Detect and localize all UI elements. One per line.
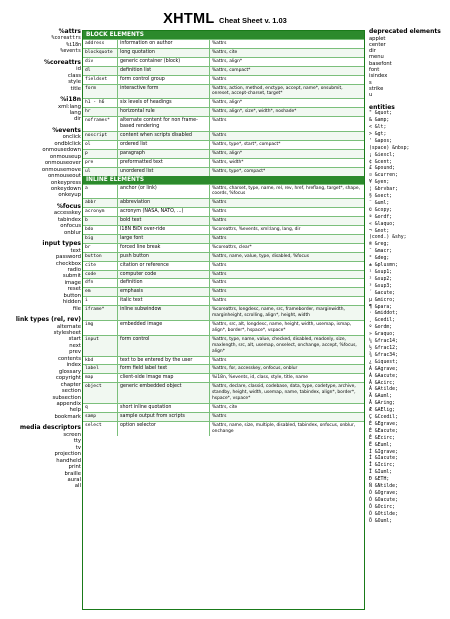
entity-item: ® &reg; bbox=[369, 242, 390, 248]
entity-item: © &copy; bbox=[369, 207, 393, 213]
element-tag: big bbox=[83, 235, 118, 243]
table-row bbox=[83, 198, 364, 207]
reference-item: hidden bbox=[62, 299, 81, 306]
element-attributes: %coreattrs, %events, xml:lang, lang, dir bbox=[212, 227, 301, 233]
entity-item: Ñ &Ntilde; bbox=[369, 484, 398, 490]
element-tag: pre bbox=[83, 159, 118, 167]
reference-item: style bbox=[68, 79, 81, 86]
element-tag: bdo bbox=[83, 226, 118, 234]
element-description: sample output from scripts bbox=[118, 413, 210, 421]
element-tag: dl bbox=[83, 67, 118, 75]
element-attributes: %attrs, width* bbox=[212, 159, 244, 165]
entity-item: Í &Iacute; bbox=[369, 456, 398, 462]
entity-item: ¥ &yen; bbox=[369, 180, 390, 186]
reference-item: radio bbox=[67, 266, 81, 273]
element-description: embedded image bbox=[118, 321, 210, 335]
element-attributes: %attrs, charset, type, name, rel, rev, href, hreflang, target*, shape, coords, %focus bbox=[212, 185, 360, 197]
element-attributes: %attrs, align* bbox=[212, 58, 243, 64]
table-row bbox=[83, 167, 364, 176]
reference-item: next bbox=[69, 342, 81, 349]
element-attributes: %attrs bbox=[212, 76, 227, 82]
element-tag: object bbox=[83, 383, 118, 403]
entity-item: (space) &nbsp; bbox=[369, 145, 410, 151]
reference-item: title bbox=[70, 85, 81, 92]
reference-item: %coreattrs bbox=[51, 35, 81, 42]
table-row bbox=[83, 48, 364, 57]
element-tag: label bbox=[83, 365, 118, 373]
element-description: ordered list bbox=[118, 141, 210, 149]
entity-item: ¯ &macr; bbox=[369, 249, 393, 255]
element-attributes: %attrs, name, size, multiple, disabled, tabindex, onfocus, onblur, onchange bbox=[212, 422, 356, 434]
entity-item: Â &Acirc; bbox=[369, 380, 395, 386]
element-description: client-side image map bbox=[118, 374, 210, 382]
element-description: abbreviation bbox=[118, 199, 210, 207]
entity-item: Ö &Ouml; bbox=[369, 518, 393, 524]
entity-item: Ò &Ograve; bbox=[369, 491, 398, 496]
section-heading: %events bbox=[52, 126, 81, 134]
entity-item: À &Agrave; bbox=[369, 366, 398, 372]
reference-item: projection bbox=[54, 451, 81, 458]
element-tag: br bbox=[83, 244, 118, 252]
reference-item: tty bbox=[73, 438, 81, 445]
element-description: italic text bbox=[118, 297, 210, 305]
reference-item: onkeyup bbox=[58, 192, 81, 199]
element-tag: i bbox=[83, 297, 118, 305]
reference-item: lang bbox=[69, 109, 81, 116]
reference-item: onmousedown bbox=[42, 147, 81, 154]
reference-item: bookmark bbox=[54, 413, 81, 420]
element-description: definition list bbox=[118, 67, 210, 75]
element-attributes: %attrs, align* bbox=[212, 150, 243, 156]
entity-item: > &gt; bbox=[369, 131, 387, 137]
table-row bbox=[83, 278, 364, 287]
entity-item: ± &plusmn; bbox=[369, 263, 398, 269]
reference-item: prev bbox=[69, 349, 81, 356]
element-attributes: %attrs bbox=[212, 298, 227, 304]
element-attributes: %attrs, action, method, enctype, accept, name*, onsubmit, onreset, accept-charset, target* bbox=[212, 85, 343, 97]
reference-item: submit bbox=[62, 273, 81, 280]
entity-item: Ð &ETH; bbox=[369, 477, 390, 483]
element-description: computer code bbox=[118, 271, 210, 279]
entity-item: · &middot; bbox=[369, 311, 398, 317]
entity-item: » &raquo; bbox=[369, 332, 395, 338]
element-attributes: %attrs bbox=[212, 209, 227, 215]
element-attributes: %attrs, cite bbox=[212, 404, 238, 410]
table-row bbox=[83, 75, 364, 84]
entity-item: « &laquo; bbox=[369, 221, 395, 227]
entity-item: ³ &sup3; bbox=[369, 283, 393, 289]
element-description: bold text bbox=[118, 217, 210, 225]
reference-item: button bbox=[63, 292, 81, 299]
element-description: horizontal rule bbox=[118, 108, 210, 116]
entity-item: Å &Aring; bbox=[369, 401, 395, 407]
section-heading: deprecated elements bbox=[369, 28, 441, 35]
reference-item: index bbox=[66, 362, 81, 369]
entity-item: ¤ &curren; bbox=[369, 173, 398, 179]
entity-item: É &Eacute; bbox=[369, 428, 398, 434]
element-attributes: %attrs, align*, size*, width*, noshade* bbox=[212, 109, 297, 115]
block-elements-header: BLOCK ELEMENTS bbox=[83, 31, 364, 39]
reference-item: xml:lang bbox=[58, 103, 81, 110]
reference-item: %i18n bbox=[66, 41, 81, 48]
entity-item: ¸ &cedil; bbox=[369, 318, 395, 324]
elements-table bbox=[82, 30, 365, 610]
table-row bbox=[83, 234, 364, 243]
reference-item: help bbox=[69, 407, 81, 414]
reference-item: onmouseover bbox=[44, 160, 81, 167]
table-row bbox=[83, 131, 364, 140]
element-tag: hr bbox=[83, 108, 118, 116]
reference-item: image bbox=[64, 279, 81, 286]
element-tag: fieldset bbox=[83, 76, 118, 84]
block-elements-rows bbox=[83, 39, 364, 176]
reference-item: aural bbox=[67, 477, 81, 483]
reference-item: onmousemove bbox=[41, 166, 81, 173]
table-row bbox=[83, 287, 364, 296]
element-description: large font bbox=[118, 235, 210, 243]
reference-item: dir bbox=[73, 116, 81, 123]
table-row bbox=[83, 320, 364, 335]
element-attributes: %attrs, compact* bbox=[212, 67, 251, 73]
deprecated-item: u bbox=[369, 92, 373, 99]
table-row bbox=[83, 335, 364, 356]
deprecated-item: font bbox=[369, 67, 380, 74]
element-attributes: %attrs, type*, compact* bbox=[212, 168, 266, 174]
element-tag: button bbox=[83, 253, 118, 261]
entity-item: ¢ &cent; bbox=[369, 159, 393, 165]
reference-item: section bbox=[61, 388, 81, 395]
element-tag: ol bbox=[83, 141, 118, 149]
entity-item: ¹ &sup1; bbox=[369, 270, 393, 275]
entity-item: & &amp; bbox=[369, 118, 390, 124]
element-tag: noscript bbox=[83, 132, 118, 140]
element-tag: map bbox=[83, 374, 118, 382]
element-tag: noframes* bbox=[83, 117, 118, 131]
reference-item: alternate bbox=[56, 323, 81, 330]
deprecated-item: isindex bbox=[369, 73, 388, 80]
element-description: I18N BiDi over-ride bbox=[118, 226, 210, 234]
element-attributes: %attrs bbox=[212, 132, 227, 138]
entity-item: Î &Icirc; bbox=[369, 463, 395, 469]
reference-item: contents bbox=[57, 355, 81, 362]
element-description: paragraph bbox=[118, 150, 210, 158]
element-tag: address bbox=[83, 40, 118, 48]
element-tag: kbd bbox=[83, 357, 118, 365]
table-row bbox=[83, 296, 364, 305]
element-description: short inline quotation bbox=[118, 404, 210, 412]
element-tag: h1 - h6 bbox=[83, 99, 118, 107]
reference-item: copyright bbox=[55, 375, 81, 382]
reference-item: reset bbox=[67, 286, 81, 293]
reference-item: onfocus bbox=[60, 223, 81, 230]
reference-item: handheld bbox=[56, 457, 81, 464]
element-attributes: %attrs bbox=[212, 271, 227, 277]
element-description: information on author bbox=[118, 40, 210, 48]
reference-item: screen bbox=[63, 431, 81, 438]
element-description: anchor (or link) bbox=[118, 185, 210, 199]
reference-item: appendix bbox=[56, 401, 81, 408]
table-row bbox=[83, 39, 364, 48]
table-row bbox=[83, 243, 364, 252]
reference-item: glossary bbox=[58, 368, 81, 375]
element-tag: q bbox=[83, 404, 118, 412]
entity-item: ª &ordf; bbox=[369, 214, 393, 220]
reference-item: class bbox=[67, 72, 81, 79]
reference-item: id bbox=[76, 66, 81, 73]
table-row bbox=[83, 252, 364, 261]
reference-item: tabindex bbox=[57, 216, 81, 223]
table-row bbox=[83, 116, 364, 131]
element-attributes: %attrs, for, accesskey, onfocus, onblur bbox=[212, 366, 298, 372]
entity-item: ¶ &para; bbox=[369, 304, 393, 310]
table-row bbox=[83, 184, 364, 199]
element-tag: div bbox=[83, 58, 118, 66]
element-description: definition bbox=[118, 279, 210, 287]
reference-item: start bbox=[68, 336, 81, 343]
element-tag: ul bbox=[83, 168, 118, 176]
deprecated-item: strike bbox=[369, 85, 384, 92]
element-description: preformatted text bbox=[118, 159, 210, 167]
reference-item: tv bbox=[75, 444, 81, 451]
entity-item: º &ordm; bbox=[369, 325, 393, 331]
entity-item: ´ &acute; bbox=[369, 290, 395, 296]
element-tag: em bbox=[83, 288, 118, 296]
table-row bbox=[83, 403, 364, 412]
element-tag: form bbox=[83, 85, 118, 99]
table-row bbox=[83, 270, 364, 279]
reference-item: all bbox=[74, 483, 81, 490]
entity-item: Õ &Otilde; bbox=[369, 511, 398, 517]
table-row bbox=[83, 107, 364, 116]
table-row bbox=[83, 98, 364, 107]
entity-item: ½ &frac12; bbox=[369, 345, 398, 351]
entity-item: ' &apos; bbox=[369, 138, 393, 144]
deprecated-item: applet bbox=[369, 35, 386, 42]
table-row bbox=[83, 149, 364, 158]
element-description: long quotation bbox=[118, 49, 210, 57]
reference-item: braille bbox=[64, 470, 81, 477]
table-row bbox=[83, 216, 364, 225]
reference-item: onblur bbox=[64, 229, 81, 236]
reference-item: subsection bbox=[52, 394, 81, 401]
element-tag: img bbox=[83, 321, 118, 335]
reference-item: chapter bbox=[60, 381, 81, 388]
inline-elements-rows bbox=[83, 184, 364, 436]
table-row bbox=[83, 57, 364, 66]
entity-item: (cond.) &shy; bbox=[369, 235, 407, 241]
entity-item: Ó &Oacute; bbox=[369, 497, 398, 503]
entity-item: Á &Aacute; bbox=[369, 373, 398, 379]
element-attributes: %attrs bbox=[212, 235, 227, 241]
reference-item: print bbox=[68, 464, 81, 471]
deprecated-item: s bbox=[369, 79, 372, 86]
entity-item: ² &sup2; bbox=[369, 276, 393, 282]
reference-item: onclick bbox=[62, 134, 81, 141]
element-description: inline subwindow bbox=[118, 306, 210, 320]
section-heading: entities bbox=[369, 103, 395, 111]
element-tag: select bbox=[83, 422, 118, 436]
deprecated-item: basefont bbox=[369, 60, 392, 67]
reference-item: checkbox bbox=[55, 260, 81, 267]
element-attributes: %attrs, type, name, value, checked, disabled, readonly, size, maxlength, src, alt, usemap, onselect, onchange, accept, %focus, align* bbox=[212, 336, 357, 354]
element-description: generic embedded object bbox=[118, 383, 210, 403]
entity-item: Æ &AElig; bbox=[369, 408, 395, 414]
entity-item: ¦ &brvbar; bbox=[369, 187, 398, 193]
section-heading: %focus bbox=[56, 202, 81, 210]
element-attributes: %attrs bbox=[212, 413, 227, 419]
reference-item: accesskey bbox=[53, 210, 81, 217]
reference-item: onmouseup bbox=[49, 153, 81, 160]
element-attributes: %attrs, name, value, type, disabled, %focus bbox=[212, 253, 309, 259]
element-description: emphasis bbox=[118, 288, 210, 296]
reference-item: onkeydown bbox=[50, 185, 81, 192]
element-description: six levels of headings bbox=[118, 99, 210, 107]
table-row bbox=[83, 421, 364, 436]
title-version: Cheat Sheet v. 1.03 bbox=[219, 16, 287, 25]
reference-item: text bbox=[70, 247, 81, 254]
element-attributes: %attrs bbox=[212, 41, 227, 46]
entity-item: Ê &Ecirc; bbox=[369, 435, 395, 441]
table-row bbox=[83, 305, 364, 320]
element-attributes: %attrs bbox=[212, 357, 227, 363]
element-description: form control group bbox=[118, 76, 210, 84]
element-tag: p bbox=[83, 150, 118, 158]
entity-item: ¾ &frac34; bbox=[369, 352, 398, 358]
reference-item: ondblclick bbox=[54, 140, 81, 147]
element-attributes: %attrs, align* bbox=[212, 100, 243, 106]
entity-item: È &Egrave; bbox=[369, 421, 398, 427]
entity-item: Ï &Iuml; bbox=[369, 470, 393, 476]
entity-item: Ä &Auml; bbox=[369, 394, 393, 400]
table-row bbox=[83, 225, 364, 234]
element-attributes: %attrs, declare, classid, codebase, data, type, codetype, archive, standby, height, width, usemap, name, tabindex, align*, border*, hspace*, vspace* bbox=[212, 384, 356, 402]
table-row bbox=[83, 140, 364, 149]
page-title bbox=[0, 10, 450, 28]
entity-item: ¡ &iexcl; bbox=[369, 152, 395, 158]
element-tag: cite bbox=[83, 262, 118, 270]
element-tag: iframe* bbox=[83, 306, 118, 320]
section-heading: %attrs bbox=[58, 28, 81, 35]
table-row bbox=[83, 84, 364, 99]
element-description: acronym (NASA, NATO, ...) bbox=[118, 208, 210, 216]
entity-item: Ô &Ocirc; bbox=[369, 504, 395, 510]
element-attributes: %attrs bbox=[212, 280, 227, 286]
section-heading: input types bbox=[42, 240, 81, 248]
element-description: alternate content for non frame-based rendering bbox=[118, 117, 210, 131]
element-description: unordered list bbox=[118, 168, 210, 176]
section-heading: %i18n bbox=[60, 96, 81, 104]
deprecated-item: dir bbox=[369, 48, 376, 55]
title-main: XHTML bbox=[163, 11, 215, 27]
element-description: option selector bbox=[118, 422, 210, 436]
table-row bbox=[83, 382, 364, 403]
element-attributes: %attrs bbox=[212, 218, 227, 224]
element-description: interactive form bbox=[118, 85, 210, 99]
table-row bbox=[83, 261, 364, 270]
element-tag: blockquote bbox=[83, 49, 118, 57]
entity-item: § &sect; bbox=[369, 194, 393, 200]
element-attributes: %attrs bbox=[212, 289, 227, 295]
entity-item: ¿ &iquest; bbox=[369, 359, 398, 365]
right-reference-column bbox=[369, 29, 449, 526]
reference-item: password bbox=[55, 254, 81, 261]
entity-item: ¨ &uml; bbox=[369, 200, 390, 206]
element-attributes: %coreattrs, clear* bbox=[212, 244, 252, 250]
element-tag: b bbox=[83, 217, 118, 225]
element-description: generic container (block) bbox=[118, 58, 210, 66]
section-heading: media descriptors bbox=[19, 424, 81, 432]
element-tag: acronym bbox=[83, 208, 118, 216]
reference-item: stylesheet bbox=[53, 330, 81, 337]
element-description: text to be entered by the user bbox=[118, 357, 210, 365]
element-attributes: %attrs, type*, start*, compact* bbox=[212, 141, 281, 147]
element-description: push button bbox=[118, 253, 210, 261]
entity-item: £ &pound; bbox=[369, 166, 395, 172]
table-row bbox=[83, 373, 364, 382]
element-description: form control bbox=[118, 336, 210, 356]
element-tag: dfn bbox=[83, 279, 118, 287]
element-attributes: %attrs, src, alt, longdesc, name, height, width, usemap, ismap, align*, border*, hspace*, vspace* bbox=[212, 322, 352, 333]
element-description: form field label text bbox=[118, 365, 210, 373]
element-attributes: %attrs, cite bbox=[212, 49, 238, 55]
element-tag: a bbox=[83, 185, 118, 199]
element-attributes: %attrs bbox=[212, 262, 227, 268]
left-reference-column bbox=[1, 29, 81, 490]
entity-item: Ã &Atilde; bbox=[369, 387, 398, 393]
entity-item: ° &deg; bbox=[369, 256, 390, 262]
element-tag: input bbox=[83, 336, 118, 356]
element-tag: abbr bbox=[83, 199, 118, 207]
entity-item: ¬ &not; bbox=[369, 228, 390, 234]
element-attributes: %i18n, %events, id, class, style, title, name bbox=[212, 375, 308, 381]
reference-item: onkeypress bbox=[50, 179, 81, 186]
table-row bbox=[83, 356, 364, 365]
element-tag: samp bbox=[83, 413, 118, 421]
deprecated-item: menu bbox=[369, 54, 384, 61]
section-heading: %coreattrs bbox=[43, 58, 81, 66]
entity-item: µ &micro; bbox=[369, 297, 395, 303]
table-row bbox=[83, 158, 364, 167]
table-row bbox=[83, 66, 364, 75]
deprecated-item: center bbox=[369, 41, 386, 48]
entity-item: " &quot; bbox=[369, 111, 393, 117]
table-row bbox=[83, 412, 364, 421]
reference-item: onmouseout bbox=[47, 173, 81, 180]
table-row bbox=[83, 364, 364, 373]
element-description: content when scripts disabled bbox=[118, 132, 210, 140]
entity-item: Ç &Ccedil; bbox=[369, 415, 398, 421]
element-description: citation or reference bbox=[118, 262, 210, 270]
table-row bbox=[83, 207, 364, 216]
reference-item: file bbox=[72, 305, 81, 312]
entity-item: < &lt; bbox=[369, 124, 387, 130]
element-attributes: %attrs bbox=[212, 118, 227, 124]
section-heading: link types (rel, rev) bbox=[15, 316, 81, 324]
element-attributes: %coreattrs, longdesc, name, src, frameborder, marginwidth, marginheight, scrolling, align*, height, width bbox=[212, 307, 345, 319]
element-description: forced line break bbox=[118, 244, 210, 252]
entity-item: Ì &Igrave; bbox=[369, 449, 398, 455]
inline-elements-header: INLINE ELEMENTS bbox=[83, 176, 364, 184]
reference-item: %events bbox=[60, 48, 81, 55]
element-attributes: %attrs bbox=[212, 200, 227, 206]
entity-item: Ë &Euml; bbox=[369, 442, 393, 448]
entity-item: ¼ &frac14; bbox=[369, 339, 398, 345]
element-tag: code bbox=[83, 271, 118, 279]
